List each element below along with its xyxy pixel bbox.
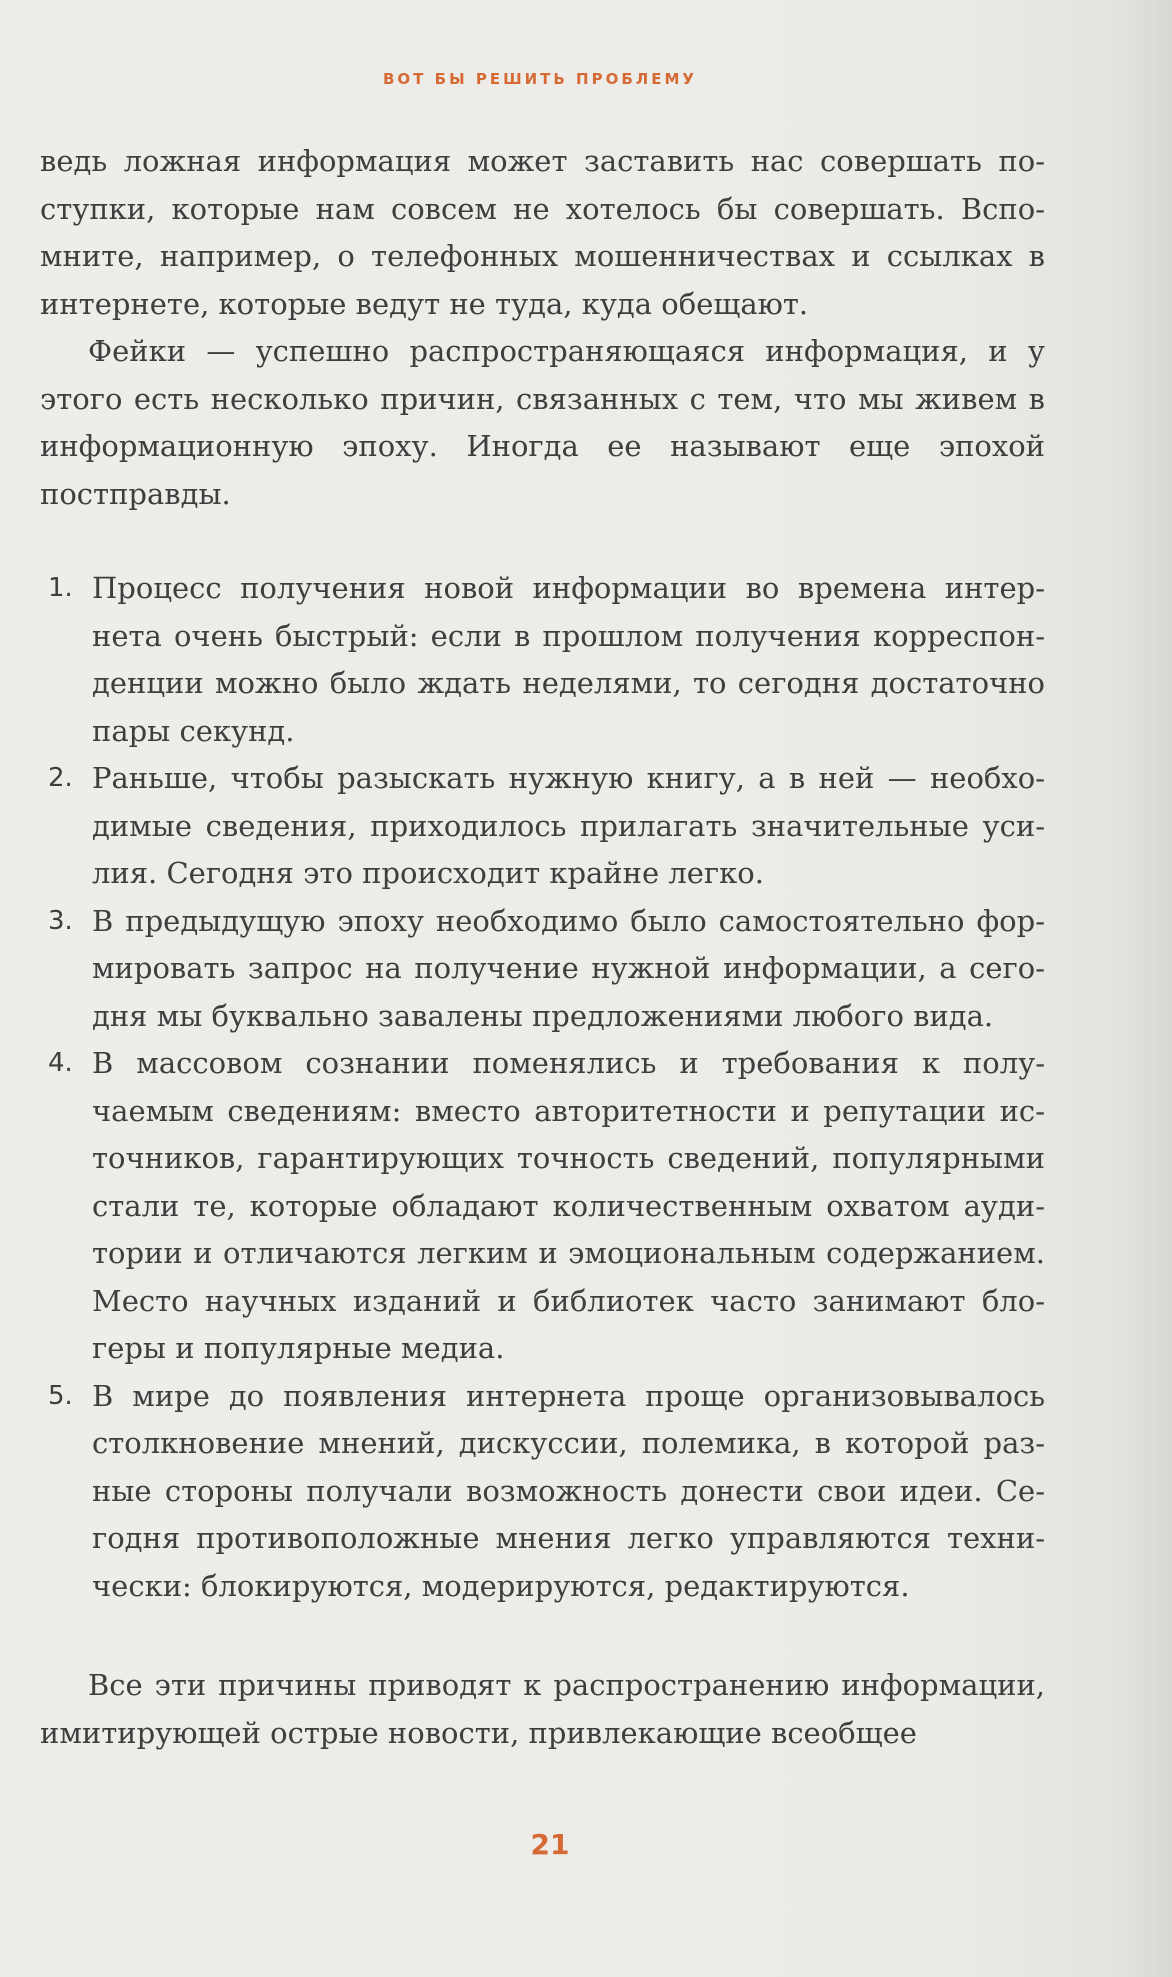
list-item-number: 3. (48, 905, 73, 936)
list-item-number: 1. (48, 573, 73, 603)
list-item-text: Раньше, чтобы разыскать нужную книгу, а в ней — необходимые сведения, приходилось прилагать значительные усилия. Сегодня это происходит крайне легко. (92, 761, 1045, 890)
list-item (40, 755, 1045, 898)
page-number: 21 (530, 1828, 570, 1861)
list-item-text: В мире до появления интернета проще организовывалось столкновение мнений, дискуссии, полемика, в которой разные стороны получали возможность донести свои идеи. Сегодня противоположные мнения легко управляются технически: блокируются, модерируются, редактируются. (92, 1378, 1045, 1603)
list-item-text: В массовом сознании поменялись и требования к получаемым сведениям: вместо авторитетности и репутации источников, гарантирующих точность сведений, популярными стали те, которые обладают количественным охватом аудитории и отличаются легким и эмоциональным содержанием. Место научных изданий и библиотек часто занимают блогеры и популярные медиа. (92, 1046, 1045, 1365)
list-item-text: В предыдущую эпоху необходимо было самостоятельно формировать запрос на получение нужной информации, а сегодня мы буквально завалены предложениями любого вида. (92, 903, 1045, 1033)
list-item (40, 1373, 1045, 1611)
list-item-number: 5. (48, 1380, 73, 1411)
paragraph-3: Все эти причины приводят к распространению информации, имитирующей острые новости, привлекающие всеобщее (40, 1668, 1045, 1750)
paragraph-2: Фейки — успешно распространяющаяся информация, и у этого есть несколько причин, связанных с тем, что мы живем в информационную эпоху. Иногда ее называют еще эпохой постправды. (40, 334, 1045, 511)
closing-paragraph (40, 1662, 1045, 1757)
list-item (40, 565, 1045, 755)
list-item-number: 2. (48, 763, 73, 793)
list-item (40, 1040, 1045, 1373)
opening-text (40, 138, 1045, 518)
list-item-number: 4. (48, 1048, 73, 1078)
running-head: ВОТ БЫ РЕШИТЬ ПРОБЛЕМУ (383, 70, 697, 88)
paragraph-1: ведь ложная информация может заставить нас совершать поступки, которые нам совсем не хотелось бы совершать. Вспомните, например, о телефонных мошенничествах и ссылках в интернете, которые ведут не туда, куда обещают. (40, 144, 1045, 321)
numbered-list (40, 565, 1045, 1610)
list-item (40, 898, 1045, 1041)
list-item-text: Процесс получения новой информации во времена интернета очень быстрый: если в прошлом получения корреспонденции можно было ждать неделями, то сегодня достаточно пары секунд. (92, 571, 1045, 748)
